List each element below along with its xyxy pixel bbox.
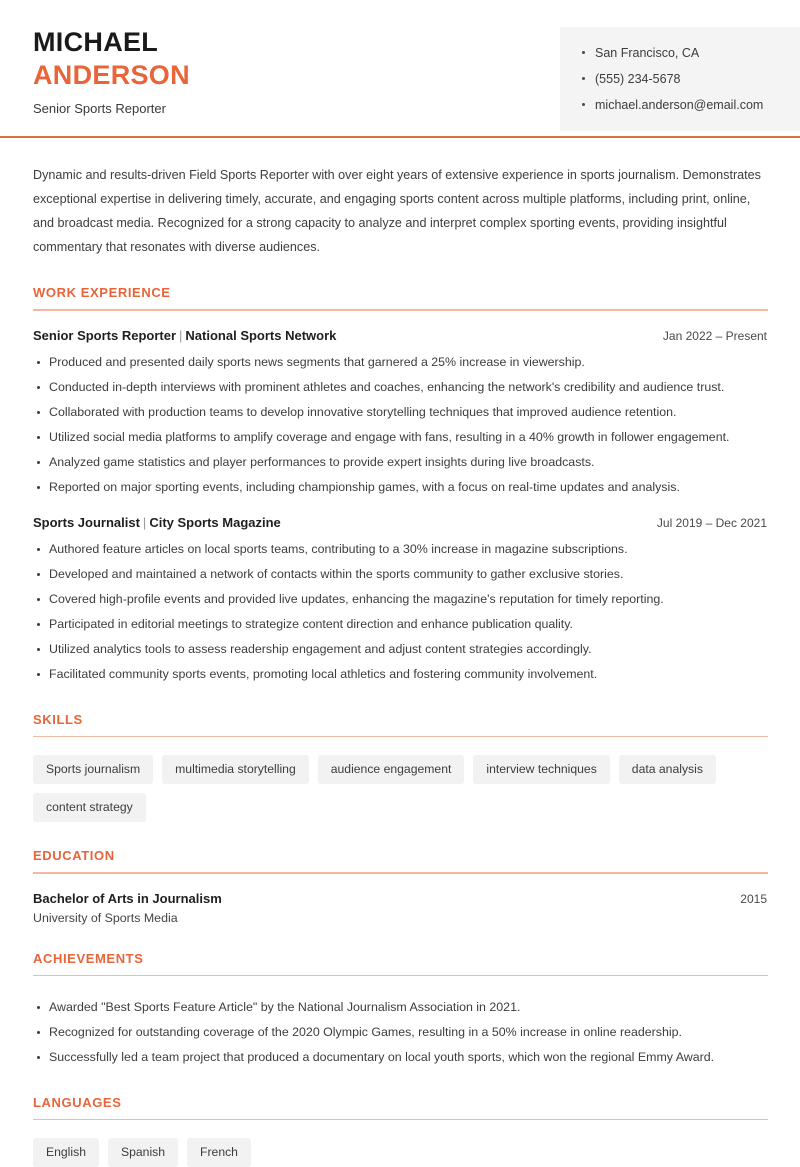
language-chip: Spanish (108, 1138, 178, 1167)
section-divider (33, 736, 768, 738)
section-divider (33, 1119, 768, 1121)
education-entry (33, 891, 767, 925)
experience-company: City Sports Magazine (149, 515, 280, 530)
headline-subtitle: Senior Sports Reporter (33, 101, 190, 117)
resume-body (0, 163, 800, 1167)
skill-chip: multimedia storytelling (162, 755, 309, 784)
experience-date-range: Jan 2022 – Present (663, 329, 767, 343)
experience-bullet: Participated in editorial meetings to strategize content direction and enhance publication quality. (33, 614, 767, 636)
header-divider (0, 136, 800, 138)
section-title-languages: LANGUAGES (33, 1095, 767, 1110)
skill-chip: audience engagement (318, 755, 465, 784)
languages-chip-list (33, 1138, 733, 1167)
language-chip: English (33, 1138, 99, 1167)
section-title-achievements: ACHIEVEMENTS (33, 951, 767, 966)
experience-bullet-list (33, 539, 767, 686)
achievements-bullet-list (33, 997, 767, 1069)
achievement-bullet: Recognized for outstanding coverage of the 2020 Olympic Games, resulting in a 50% increase in online readership. (33, 1022, 767, 1044)
language-chip: French (187, 1138, 251, 1167)
experience-role: Senior Sports Reporter (33, 328, 176, 343)
education-institution: University of Sports Media (33, 911, 767, 925)
experience-bullet: Conducted in-depth interviews with prominent athletes and coaches, enhancing the network's credibility and audience trust. (33, 377, 767, 399)
first-name: MICHAEL (33, 26, 190, 59)
section-divider (33, 975, 768, 977)
experience-entry (33, 515, 767, 686)
skill-chip: interview techniques (473, 755, 609, 784)
experience-entry-header (33, 515, 767, 530)
experience-bullet: Authored feature articles on local sports teams, contributing to a 30% increase in magazine subscriptions. (33, 539, 767, 561)
experience-bullet: Analyzed game statistics and player performances to provide expert insights during live broadcasts. (33, 452, 767, 474)
section-achievements (33, 951, 767, 1069)
resume-header (0, 0, 800, 137)
title-separator: | (140, 515, 149, 530)
section-title-work-experience: WORK EXPERIENCE (33, 285, 767, 300)
name-block (33, 26, 190, 117)
experience-bullet: Developed and maintained a network of contacts within the sports community to gather exclusive stories. (33, 564, 767, 586)
skills-chip-list (33, 755, 733, 822)
achievement-bullet: Awarded "Best Sports Feature Article" by the National Journalism Association in 2021. (33, 997, 767, 1019)
section-work-experience (33, 285, 767, 686)
skill-chip: data analysis (619, 755, 716, 784)
section-languages (33, 1095, 767, 1167)
title-separator: | (176, 328, 185, 343)
section-education (33, 848, 767, 925)
section-divider (33, 309, 768, 311)
experience-bullet: Produced and presented daily sports news segments that garnered a 25% increase in viewership. (33, 352, 767, 374)
section-divider (33, 872, 768, 874)
experience-bullet: Covered high-profile events and provided live updates, enhancing the magazine's reputation for timely reporting. (33, 589, 767, 611)
education-year: 2015 (740, 892, 767, 906)
section-title-skills: SKILLS (33, 712, 767, 727)
experience-role: Sports Journalist (33, 515, 140, 530)
achievement-bullet: Successfully led a team project that produced a documentary on local youth sports, which won the regional Emmy Award. (33, 1047, 767, 1069)
experience-entry-header (33, 328, 767, 343)
experience-title-line (33, 515, 281, 530)
education-entry-header (33, 891, 767, 906)
skill-chip: Sports journalism (33, 755, 153, 784)
experience-company: National Sports Network (185, 328, 336, 343)
experience-bullet-list (33, 352, 767, 499)
last-name: ANDERSON (33, 59, 190, 92)
contact-location: San Francisco, CA (582, 40, 800, 66)
education-degree: Bachelor of Arts in Journalism (33, 891, 222, 906)
experience-bullet: Utilized social media platforms to amplify coverage and engage with fans, resulting in a 40% growth in follower engagement. (33, 427, 767, 449)
experience-date-range: Jul 2019 – Dec 2021 (657, 516, 767, 530)
experience-entry (33, 328, 767, 499)
experience-bullet: Facilitated community sports events, promoting local athletics and fostering community involvement. (33, 664, 767, 686)
experience-bullet: Utilized analytics tools to assess readership engagement and adjust content strategies accordingly. (33, 639, 767, 661)
experience-bullet: Collaborated with production teams to develop innovative storytelling techniques that improved audience retention. (33, 402, 767, 424)
skill-chip: content strategy (33, 793, 146, 822)
contact-phone: (555) 234-5678 (582, 66, 800, 92)
section-title-education: EDUCATION (33, 848, 767, 863)
experience-title-line (33, 328, 336, 343)
contact-email: michael.anderson@email.com (582, 92, 800, 118)
contact-info-block (560, 27, 800, 131)
professional-summary: Dynamic and results-driven Field Sports Reporter with over eight years of extensive experience in sports journalism. Demonstrates exceptional expertise in delivering timely, accurate, and engaging sports content across multiple platforms, including print, online, and broadcast media. Recognized for a strong capacity to analyze and interpret complex sporting events, providing insightful commentary that resonates with diverse audiences. (33, 163, 767, 259)
section-skills (33, 712, 767, 823)
experience-bullet: Reported on major sporting events, including championship games, with a focus on real-time updates and analysis. (33, 477, 767, 499)
